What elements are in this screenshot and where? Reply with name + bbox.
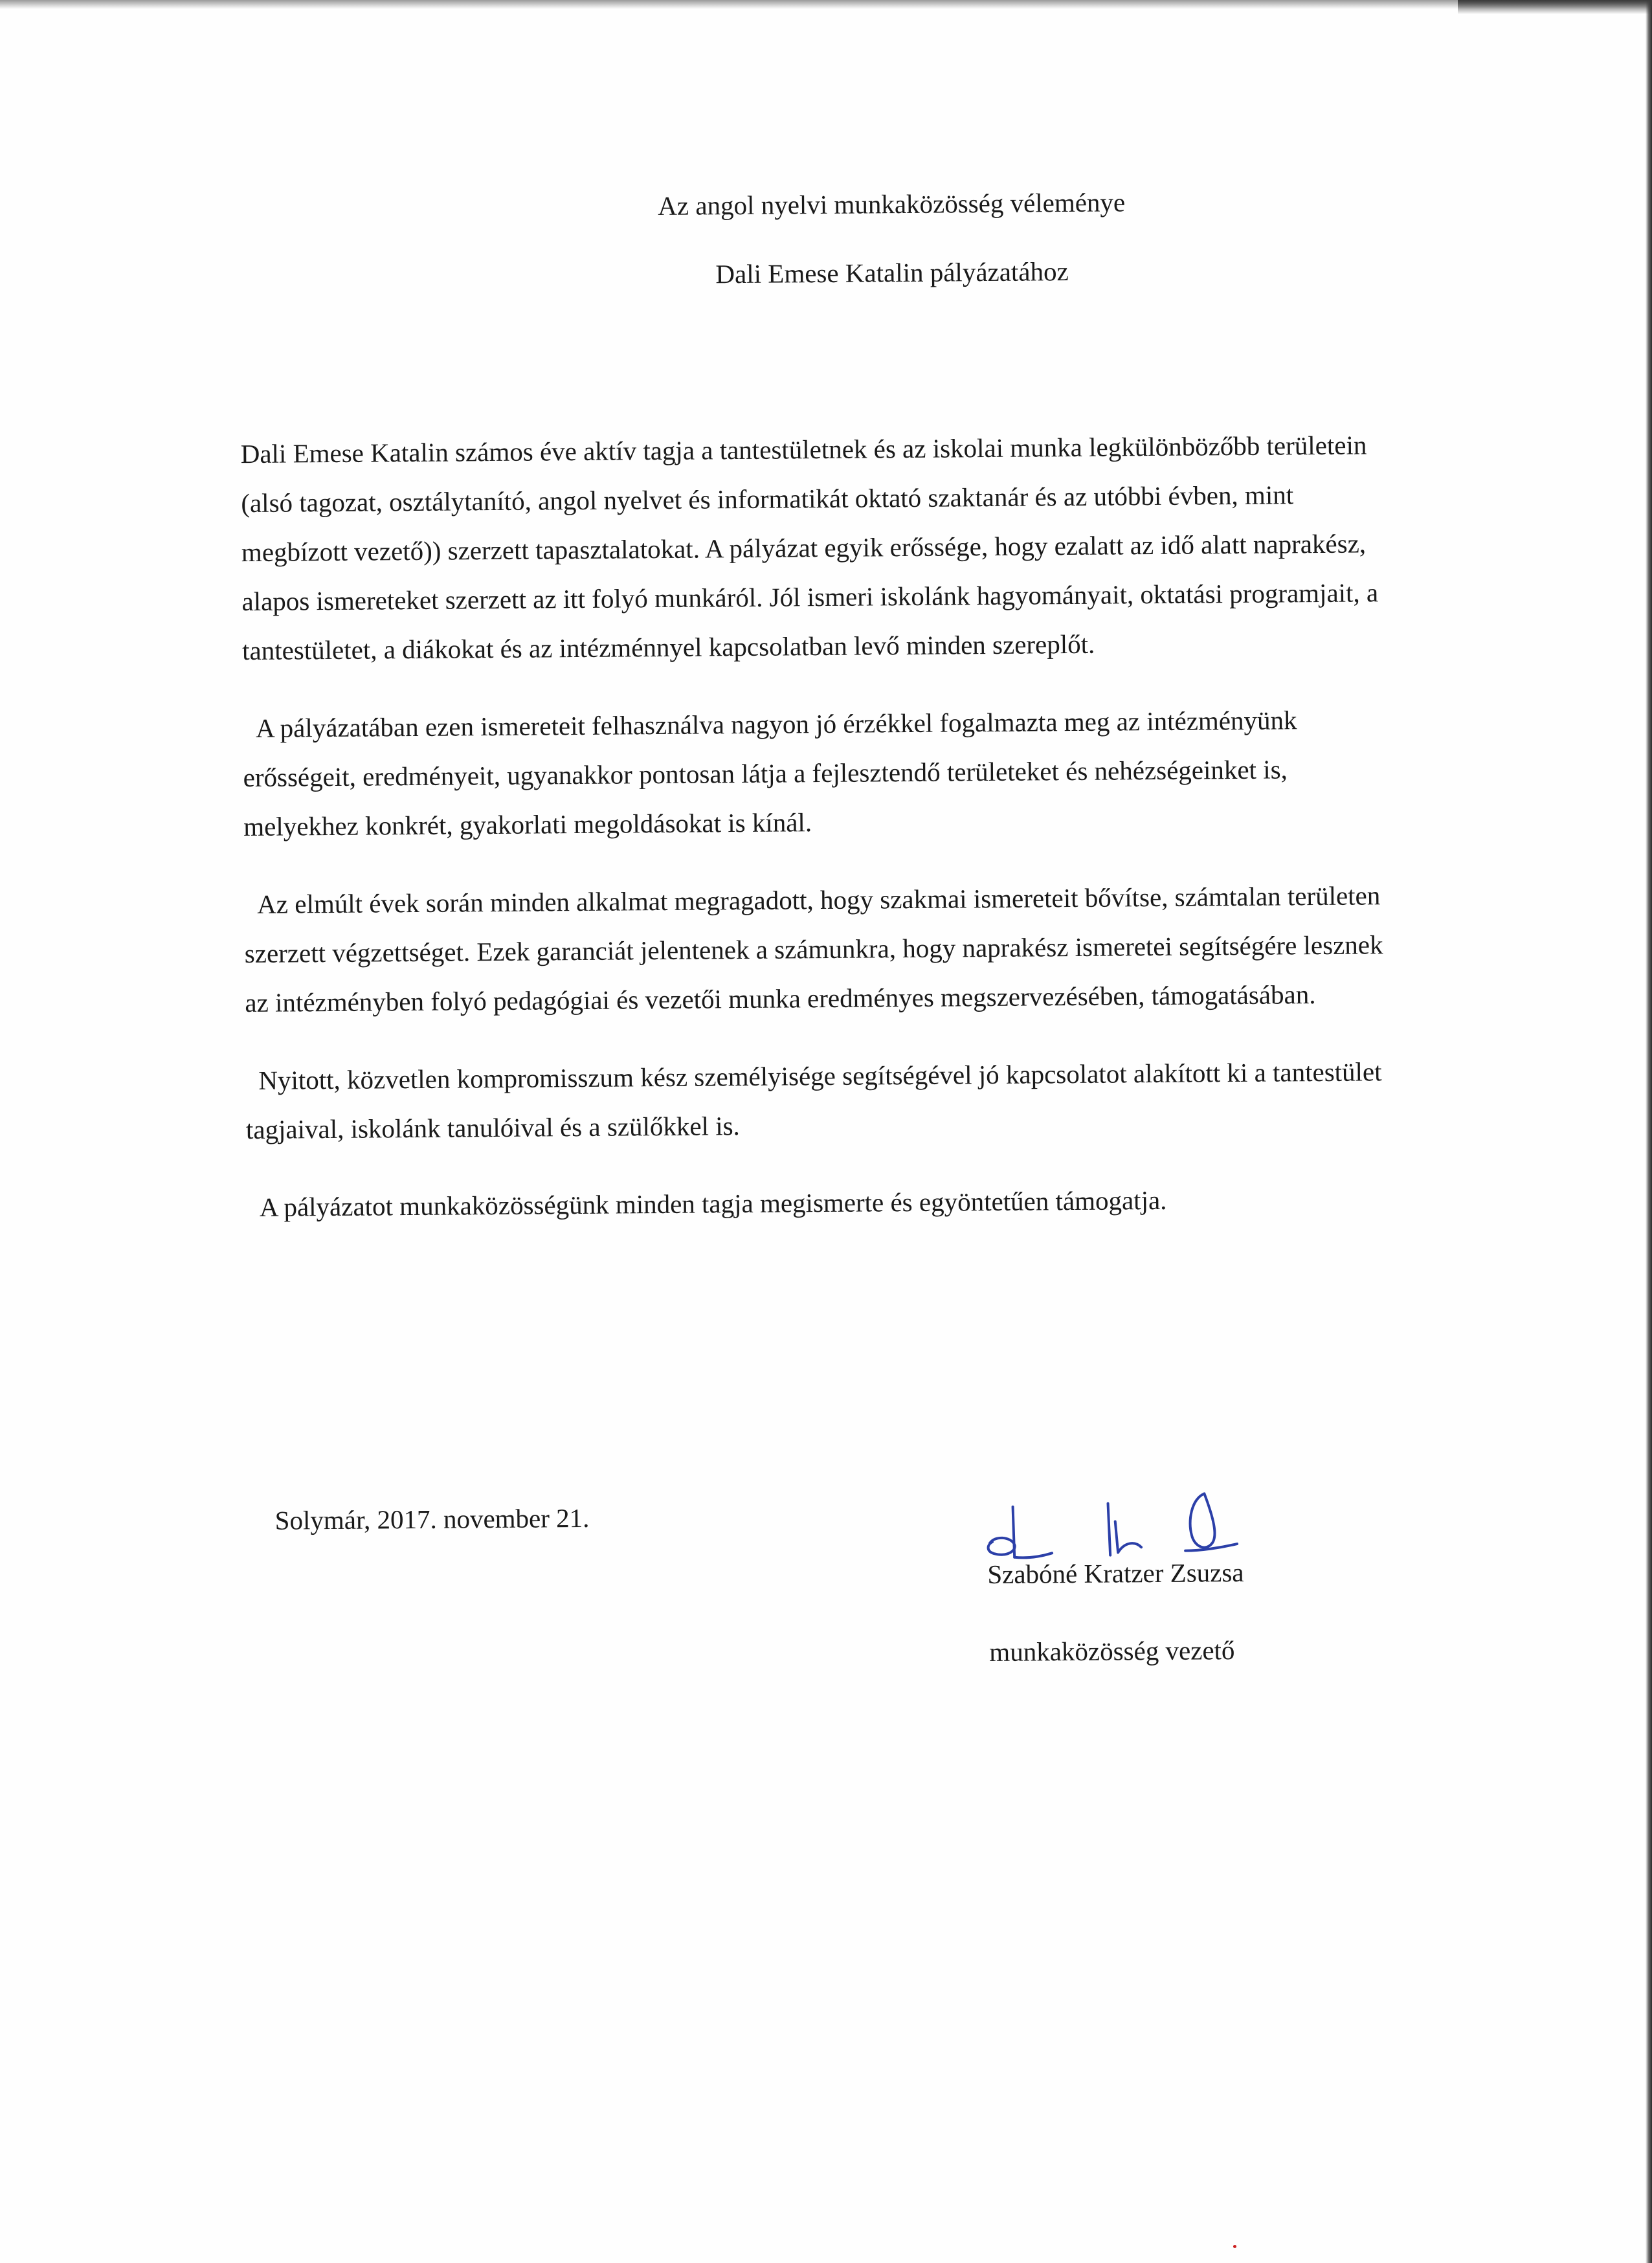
signer-role: munkaközösség vezető xyxy=(989,1635,1235,1667)
document-body xyxy=(240,420,1405,1260)
handwritten-signature xyxy=(980,1479,1253,1565)
paragraph-2: A pályázatában ezen ismereteit felhasználva nagyon jó érzékkel fogalmazta meg az intézményünk erősségeit, eredményeit, ugyanakkor pontosan látja a fejlesztendő területeket és nehézségeinket is, melyekhez konkrét, gyakorlati megoldásokat is kínál. xyxy=(243,705,1297,842)
document-subtitle: Dali Emese Katalin pályázatához xyxy=(715,256,1069,289)
document-title: Az angol nyelvi munkaközösség véleménye xyxy=(658,187,1126,221)
paragraph-5: A pályázatot munkaközösségünk minden tagja megismerte és egyöntetűen támogatja. xyxy=(259,1185,1167,1222)
paragraph-1: Dali Emese Katalin számos éve aktív tagja a tantestületnek és az iskolai munka legkülönbözőbb területein (alsó tagozat, osztálytanító, angol nyelvet és informatikát oktató szaktanár és az utóbbi évben, mint megbízott vezető)) szerzett tapasztalatokat. A pályázat egyik erőssége, hogy ezalatt az idő alatt naprakész, alapos ismereteket szerzett az itt folyó munkáról. Jól ismeri iskolánk hagyományait, oktatási programjait, a tantestületet, a diákokat és az intézménnyel kapcsolatban levő minden szereplőt. xyxy=(240,430,1379,666)
scan-speck xyxy=(1233,2245,1236,2248)
signer-name: Szabóné Kratzer Zsuzsa xyxy=(987,1557,1244,1590)
paragraph-3: Az elmúlt évek során minden alkalmat megragadott, hogy szakmai ismereteit bővítse, számtalan területen szerzett végzettséget. Ezek garanciát jelentenek a számunkra, hogy naprakész ismeretei segítségére lesznek az intézményben folyó pedagógiai és vezetői munka eredményes megszervezésében, támogatásában. xyxy=(244,880,1383,1018)
paragraph-4: Nyitott, közvetlen kompromisszum kész személyisége segítségével jó kapcsolatot alakított ki a tantestület tagjaival, iskolánk tanulóival és a szülőkkel is. xyxy=(245,1056,1382,1145)
place-and-date: Solymár, 2017. november 21. xyxy=(274,1502,590,1535)
